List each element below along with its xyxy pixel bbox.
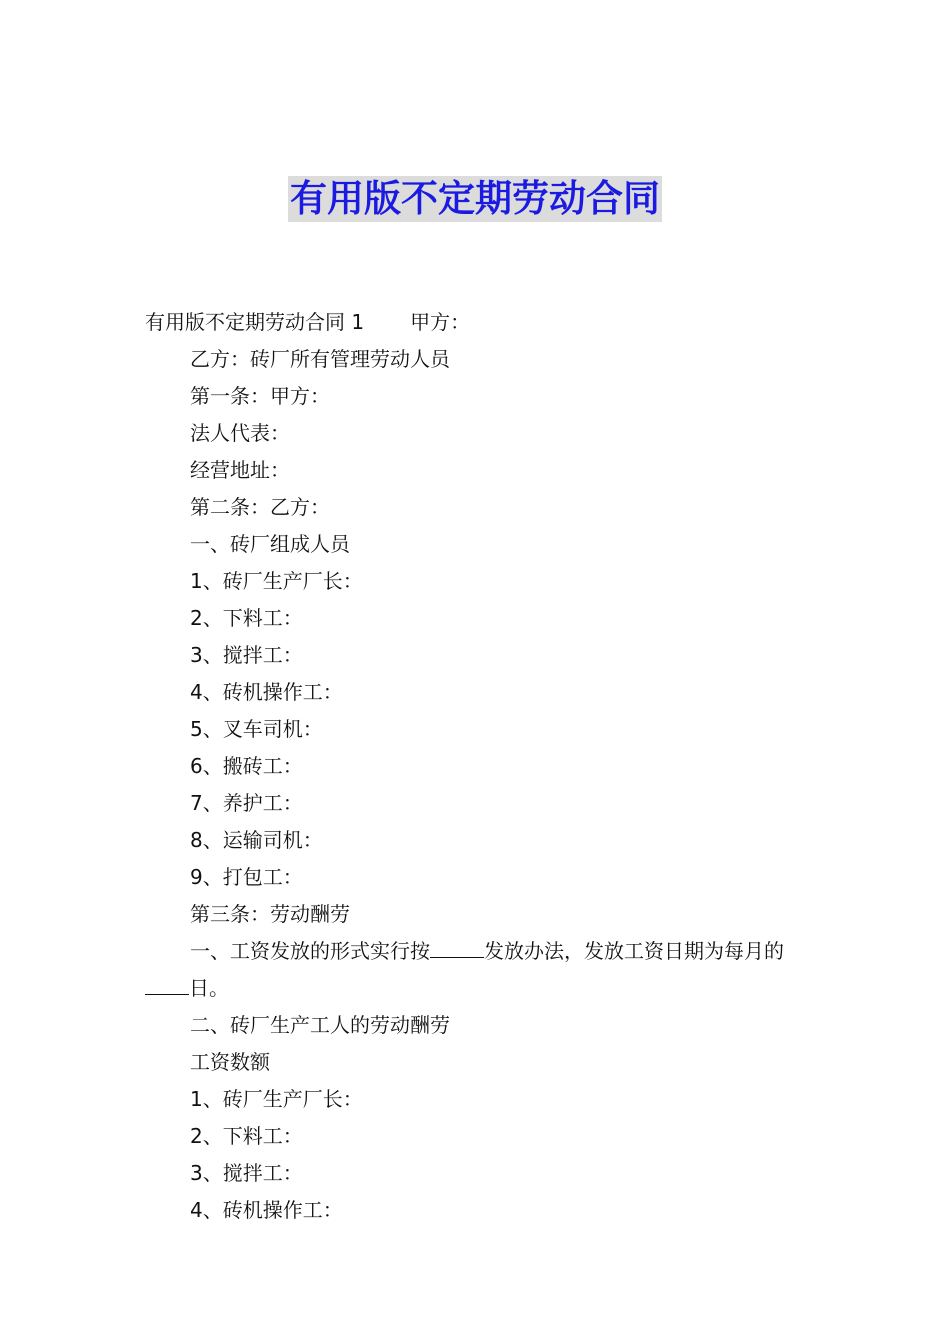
wage-text-part3: 日。: [189, 976, 229, 1000]
paragraph-line: 一、砖厂组成人员: [190, 532, 350, 556]
paragraph-line: 经营地址：: [190, 458, 290, 482]
paragraph-line: 9、打包工：: [190, 865, 303, 889]
paragraph-line: 二、砖厂生产工人的劳动酬劳: [190, 1013, 450, 1037]
paragraph-line: 法人代表：: [190, 421, 290, 445]
fill-blank-method: [430, 937, 484, 958]
paragraph-line: 1、砖厂生产厂长：: [190, 1087, 363, 1111]
paragraph-line: 乙方：砖厂所有管理劳动人员: [190, 347, 450, 371]
document-title: 有用版不定期劳动合同: [290, 177, 660, 220]
paragraph-line: 6、搬砖工：: [190, 754, 303, 778]
paragraph-line: 8、运输司机：: [190, 828, 323, 852]
paragraph-line: 2、下料工：: [190, 1124, 303, 1148]
wage-text-part1: 一、工资发放的形式实行按: [190, 939, 430, 963]
paragraph-line: 第二条：乙方：: [190, 495, 330, 519]
title-container: [0, 176, 950, 222]
document-body: [145, 304, 810, 1229]
fill-blank-day: [145, 974, 189, 995]
paragraph-line: 3、搅拌工：: [190, 1161, 303, 1185]
paragraph-line: 5、叉车司机：: [190, 717, 323, 741]
wage-payment-paragraph: [145, 933, 810, 1007]
paragraph-line: 1、砖厂生产厂长：: [190, 569, 363, 593]
paragraph-line: 7、养护工：: [190, 791, 303, 815]
paragraph-line: 第三条：劳动酬劳: [190, 902, 350, 926]
paragraph-line: 2、下料工：: [190, 606, 303, 630]
contract-heading-line: [145, 304, 810, 341]
paragraph-line: 第一条：甲方：: [190, 384, 330, 408]
wage-text-part2: 发放办法，发放工资日期为每月的: [484, 939, 784, 963]
paragraph-line: 工资数额: [190, 1050, 270, 1074]
contract-heading: 有用版不定期劳动合同 1: [145, 310, 365, 334]
paragraph-line: 3、搅拌工：: [190, 643, 303, 667]
paragraph-line: 4、砖机操作工：: [190, 1198, 343, 1222]
party-a-label: 甲方：: [410, 310, 471, 334]
paragraph-line: 4、砖机操作工：: [190, 680, 343, 704]
